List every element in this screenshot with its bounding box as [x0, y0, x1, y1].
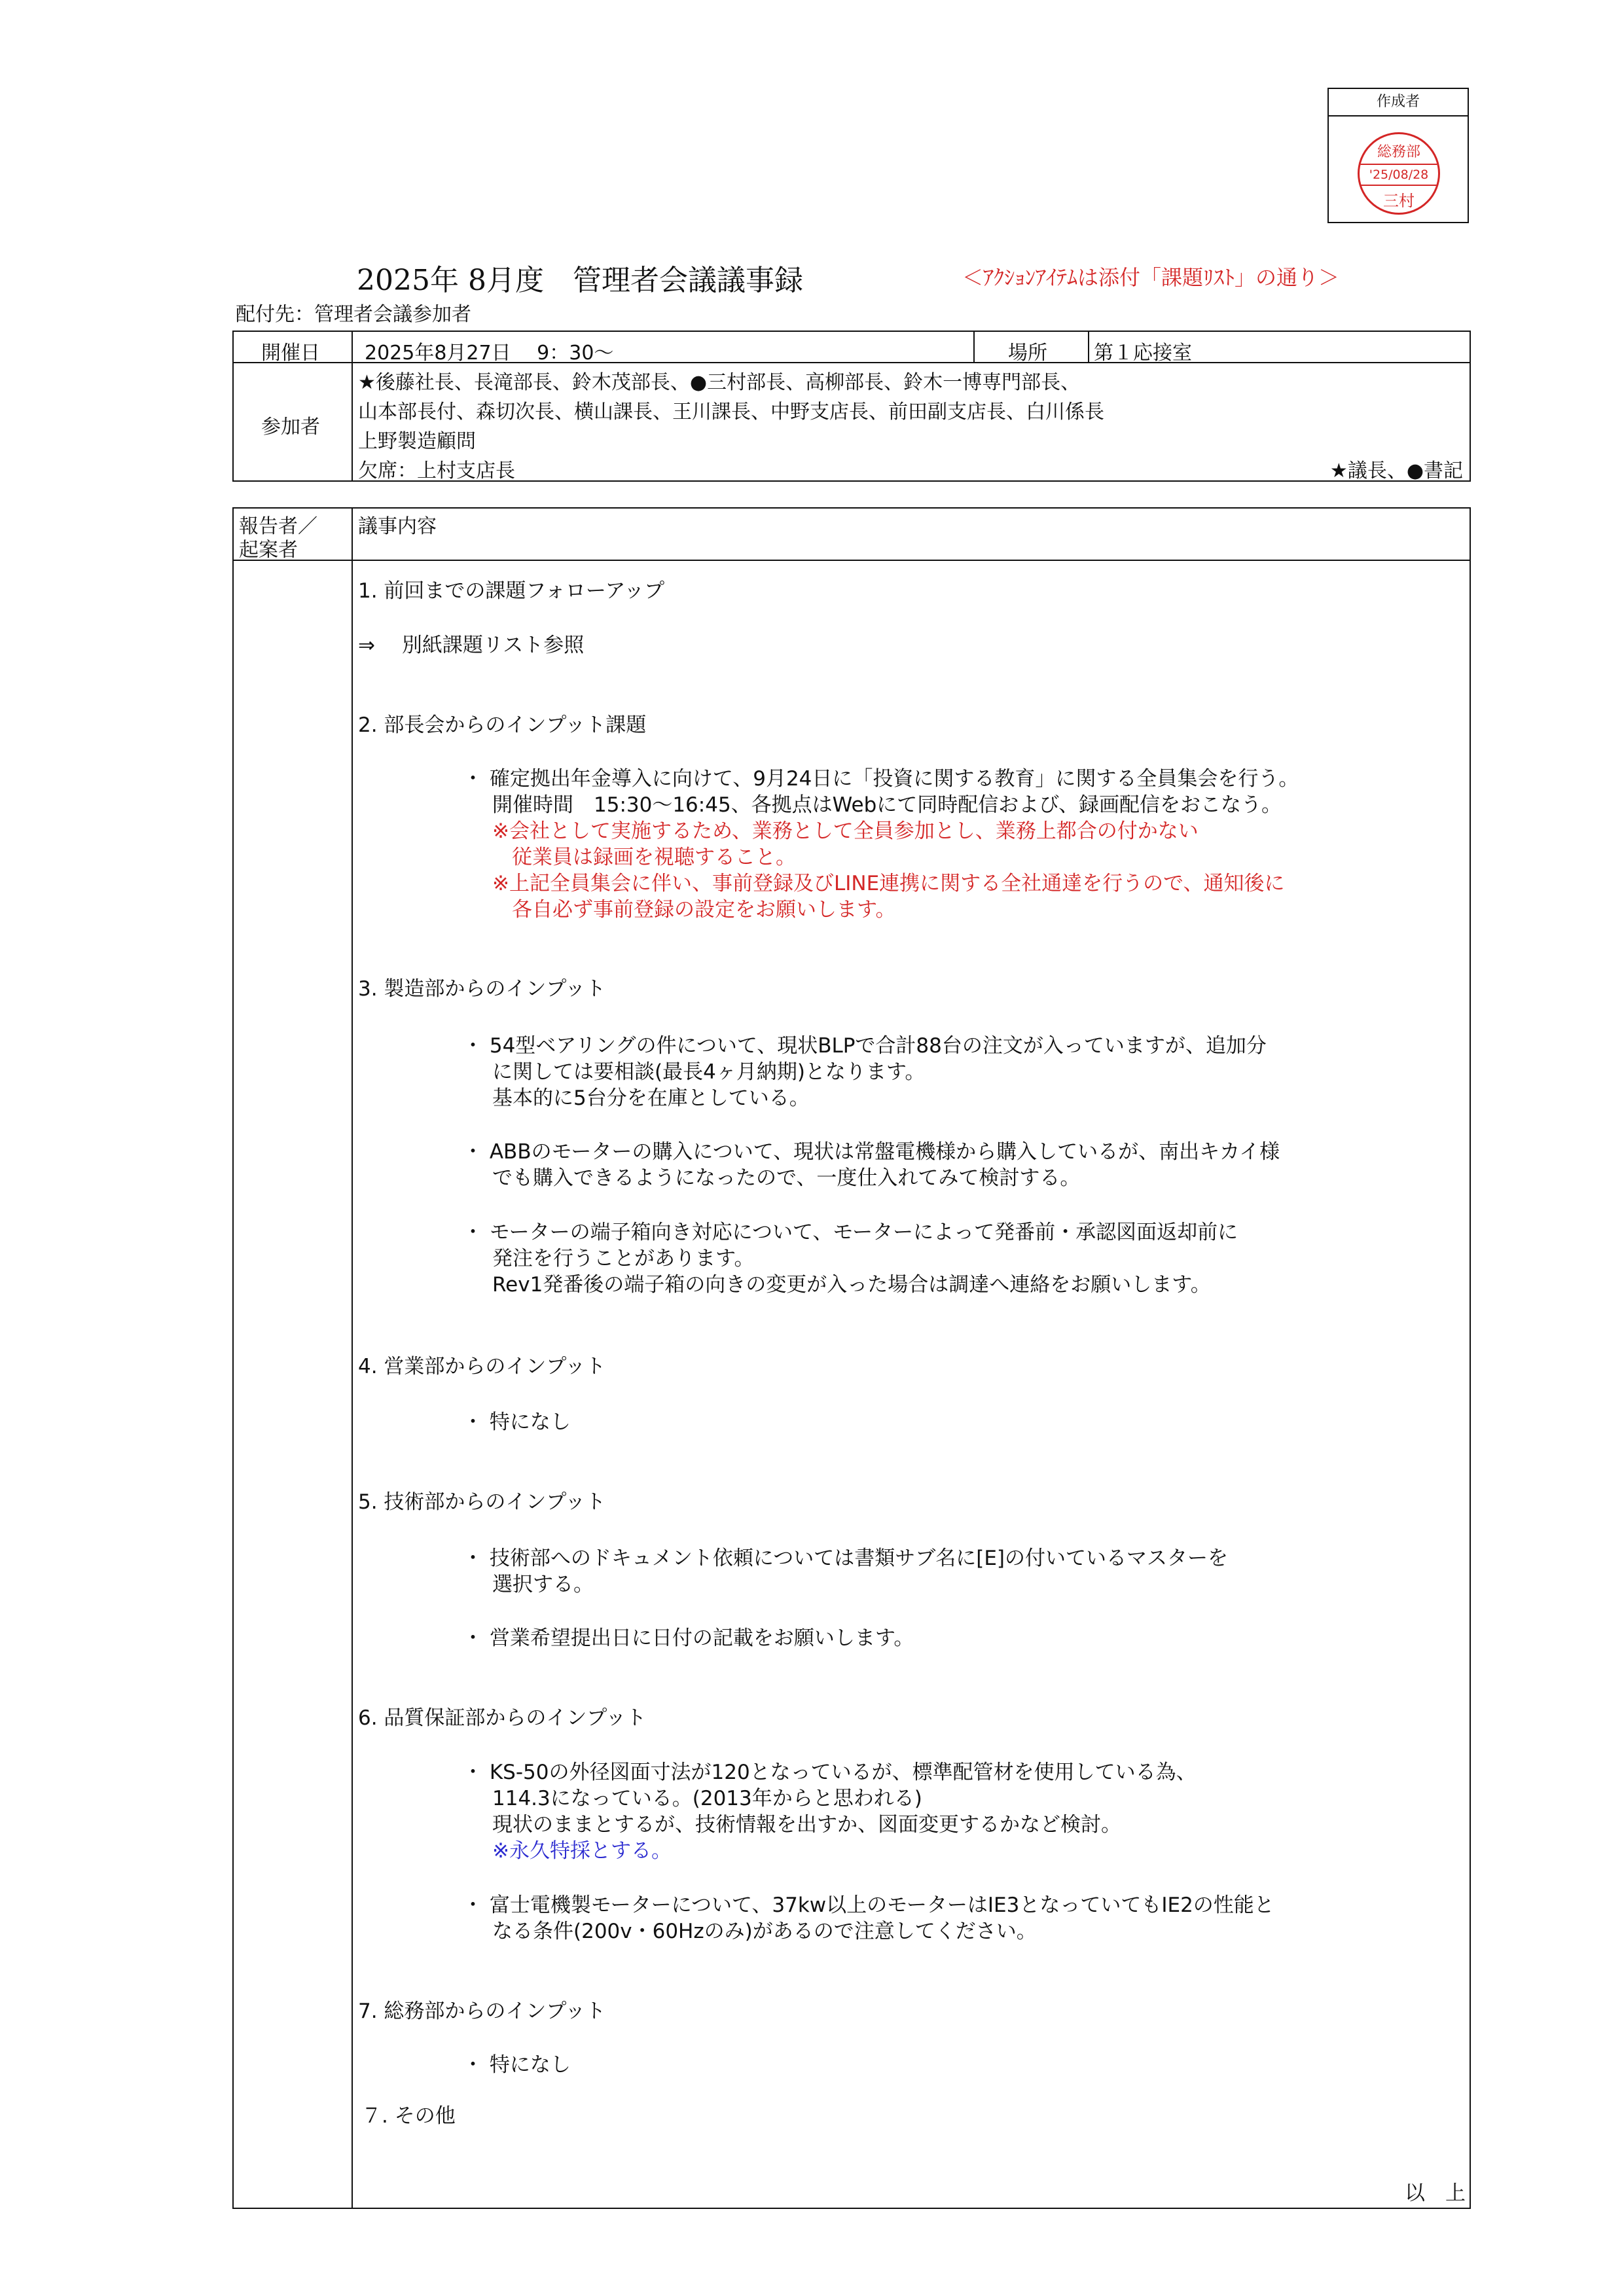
list-item: ・ モーターの端子箱向き対応について、モーターによって発番前・承認図面返却前に [463, 1221, 1238, 1244]
list-item: ・ ABBのモーターの購入について、現状は常盤電機様から購入しているが、南出キカイ様 [463, 1140, 1280, 1164]
list-item: ・ 技術部へのドキュメント依頼については書類サブ名に[E]の付いているマスターを [463, 1547, 1229, 1570]
action-item-note: ＜ｱｸｼｮﾝｱｲﾃﾑは添付「課題ﾘｽﾄ」の通り＞ [962, 265, 1340, 290]
list-item: 開催時間 15:30～16:45、各拠点はWebにて同時配信および、録画配信をおこなう。 [492, 793, 1282, 817]
section-heading: 5. 技術部からのインプット [358, 1490, 606, 1514]
reporter-header: 報告者／ [239, 515, 317, 538]
list-item: ・ KS-50の外径図面寸法が120となっているが、標準配管材を使用している為、 [463, 1761, 1197, 1784]
attendees-label: 参加者 [261, 416, 320, 439]
list-item: なる条件(200v・60Hzのみ)があるので注意してください。 [492, 1920, 1037, 1943]
list-item: ・ 特になし [463, 2053, 571, 2077]
attendees-line: ★後藤社長、長滝部長、鈴木茂部長、●三村部長、高柳部長、鈴木一博専門部長、 [358, 371, 1081, 394]
list-item: 基本的に5台分を在庫としている。 [492, 1086, 810, 1110]
attendees-line: 山本部長付、森切次長、横山課長、王川課長、中野支店長、前田副支店長、白川係長 [358, 401, 1104, 423]
section-heading: 4. 営業部からのインプット [358, 1355, 606, 1378]
notice-line: 各自必ず事前登録の設定をお願いします。 [512, 898, 896, 922]
decision-line: ※永久特採とする。 [492, 1839, 672, 1863]
section-heading: 3. 製造部からのインプット [358, 977, 606, 1001]
list-item: ⇒ 別紙課題リスト参照 [358, 634, 585, 657]
author-stamp-box [1327, 88, 1469, 223]
minutes-header-divider [234, 560, 1470, 561]
section-heading: ７. その他 [361, 2104, 456, 2128]
info-col-divider [1088, 332, 1089, 362]
place-label: 場所 [1008, 342, 1047, 365]
stamp-header: 作成者 [1329, 89, 1468, 117]
notice-line: 従業員は録画を視聴すること。 [512, 846, 796, 869]
list-item: 現状のままとするが、技術情報を出すか、図面変更するかなど検討。 [492, 1813, 1121, 1837]
end-mark: 以 上 [1405, 2181, 1466, 2205]
content-header: 議事内容 [358, 515, 437, 538]
section-heading: 1. 前回までの課題フォローアップ [358, 579, 665, 603]
notice-line: ※会社として実施するため、業務として全員参加とし、業務上都合の付かない [492, 819, 1199, 843]
list-item: 発注を行うことがあります。 [492, 1247, 755, 1270]
list-item: ・ 54型ベアリングの件について、現状BLPで合計88台の注文が入っていますが、追加分 [463, 1034, 1267, 1058]
date-value: 2025年8月27日 9：30～ [365, 342, 614, 365]
place-value: 第１応接室 [1094, 342, 1192, 365]
seal-date: '25/08/28 [1360, 164, 1438, 186]
date-seal [1358, 132, 1440, 215]
minutes-table [232, 507, 1471, 2209]
section-heading: 2. 部長会からのインプット課題 [358, 713, 647, 737]
roles-note: ★議長、●書記 [1329, 459, 1463, 482]
list-item: 114.3になっている。(2013年からと思われる) [492, 1787, 922, 1810]
list-item: Rev1発番後の端子箱の向きの変更が入った場合は調達へ連絡をお願いします。 [492, 1273, 1211, 1297]
seal-name: 三村 [1383, 192, 1415, 210]
list-item: に関しては要相談(最長4ヶ月納期)となります。 [492, 1060, 926, 1084]
notice-line: ※上記全員集会に伴い、事前登録及びLINE連携に関する全社通達を行うので、通知後に [492, 872, 1285, 895]
date-label: 開催日 [261, 342, 320, 365]
list-item: 選択する。 [492, 1573, 594, 1596]
info-col-divider [973, 332, 975, 362]
seal-dept: 総務部 [1377, 144, 1420, 160]
info-col-divider [352, 332, 353, 480]
list-item: ・ 確定拠出年金導入に向けて、9月24日に「投資に関する教育」に関する全員集会を行う。 [463, 767, 1299, 791]
list-item: ・ 営業希望提出日に日付の記載をお願いします。 [463, 1626, 914, 1650]
section-heading: 6. 品質保証部からのインプット [358, 1706, 647, 1730]
page-title: 2025年 8月度 管理者会議議事録 [357, 264, 803, 297]
attendees-line: 上野製造顧問 [358, 430, 476, 453]
list-item: ・ 富士電機製モーターについて、37kw以上のモーターはIE3となっていてもIE2の性能と [463, 1893, 1274, 1917]
meeting-info-table [232, 331, 1471, 482]
reporter-header: 起案者 [239, 539, 298, 562]
list-item: でも購入できるようになったので、一度仕入れてみて検討する。 [492, 1166, 1081, 1190]
minutes-col-divider [352, 509, 353, 2208]
absent-line: 欠席：上村支店長 [358, 459, 515, 482]
section-heading: 7. 総務部からのインプット [358, 2000, 606, 2023]
list-item: ・ 特になし [463, 1410, 571, 1434]
distribution-line: 配付先：管理者会議参加者 [236, 303, 471, 326]
